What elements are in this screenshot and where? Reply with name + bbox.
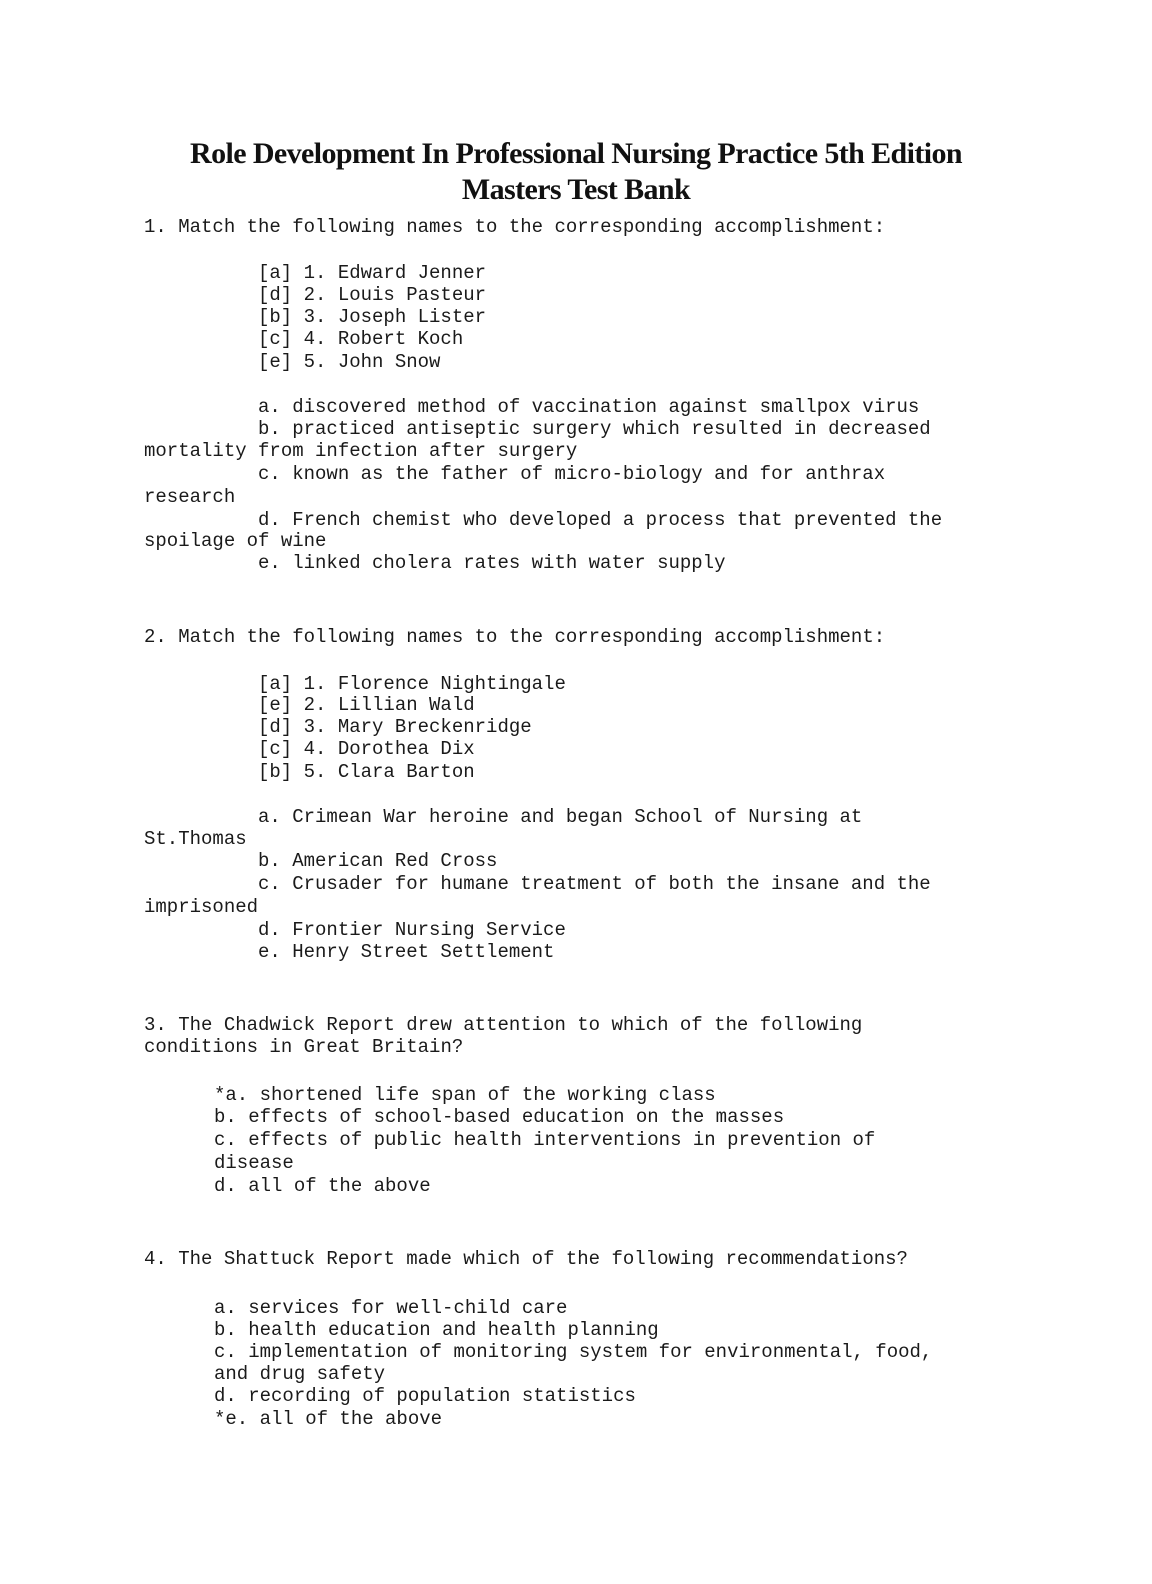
question-2-name-5: [b] 5. Clara Barton (258, 761, 475, 783)
question-4-option-c-line-1: c. implementation of monitoring system for environmental, food, (214, 1341, 933, 1363)
question-2-option-c-line-2: imprisoned (144, 896, 259, 918)
question-1-option-b-line-2: mortality from infection after surgery (144, 440, 578, 462)
question-1-option-c-line-1: c. known as the father of micro-biology and for anthrax (258, 463, 886, 485)
question-3-option-a: *a. shortened life span of the working class (214, 1084, 716, 1106)
question-1-name-3: [b] 3. Joseph Lister (258, 306, 487, 328)
document-title-line-2: Masters Test Bank (461, 173, 691, 206)
question-2-name-2: [e] 2. Lillian Wald (258, 694, 475, 716)
question-3-prompt-line-2: conditions in Great Britain? (144, 1036, 464, 1058)
question-3-option-d: d. all of the above (214, 1175, 431, 1197)
question-1-option-d-line-2: spoilage of wine (144, 530, 327, 552)
question-1-prompt: 1. Match the following names to the corresponding accomplishment: (144, 216, 886, 238)
question-2-name-3: [d] 3. Mary Breckenridge (258, 716, 532, 738)
question-1-option-a: a. discovered method of vaccination against smallpox virus (258, 396, 920, 418)
question-4-option-d: d. recording of population statistics (214, 1385, 636, 1407)
question-4-option-a: a. services for well-child care (214, 1297, 568, 1319)
question-1-option-e: e. linked cholera rates with water supply (258, 552, 726, 574)
question-1-option-d-line-1: d. French chemist who developed a process that prevented the (258, 509, 943, 531)
question-2-option-b: b. American Red Cross (258, 850, 498, 872)
question-3-option-c-line-2: disease (214, 1152, 294, 1174)
question-2-option-a-line-1: a. Crimean War heroine and began School of Nursing at (258, 806, 863, 828)
question-4-prompt: 4. The Shattuck Report made which of the following recommendations? (144, 1248, 908, 1270)
question-2-prompt: 2. Match the following names to the corresponding accomplishment: (144, 626, 886, 648)
question-2-name-4: [c] 4. Dorothea Dix (258, 738, 475, 760)
question-4-option-e: *e. all of the above (214, 1408, 443, 1430)
document-title-line-1: Role Development In Professional Nursing Practice 5th Edition (190, 137, 962, 170)
question-1-option-b-line-1: b. practiced antiseptic surgery which resulted in decreased (258, 418, 931, 440)
question-3-option-c-line-1: c. effects of public health interventions in prevention of (214, 1129, 876, 1151)
question-4-option-b: b. health education and health planning (214, 1319, 659, 1341)
question-3-option-b: b. effects of school-based education on the masses (214, 1106, 785, 1128)
question-2-option-e: e. Henry Street Settlement (258, 941, 555, 963)
question-1-name-1: [a] 1. Edward Jenner (258, 262, 487, 284)
question-1-option-c-line-2: research (144, 486, 236, 508)
question-2-name-1: [a] 1. Florence Nightingale (258, 673, 566, 695)
question-2-option-c-line-1: c. Crusader for humane treatment of both the insane and the (258, 873, 931, 895)
question-1-name-2: [d] 2. Louis Pasteur (258, 284, 487, 306)
question-1-name-5: [e] 5. John Snow (258, 351, 441, 373)
question-1-name-4: [c] 4. Robert Koch (258, 328, 464, 350)
question-3-prompt-line-1: 3. The Chadwick Report drew attention to which of the following (144, 1014, 863, 1036)
question-4-option-c-line-2: and drug safety (214, 1363, 386, 1385)
question-2-option-a-line-2: St.Thomas (144, 828, 247, 850)
question-2-option-d: d. Frontier Nursing Service (258, 919, 566, 941)
